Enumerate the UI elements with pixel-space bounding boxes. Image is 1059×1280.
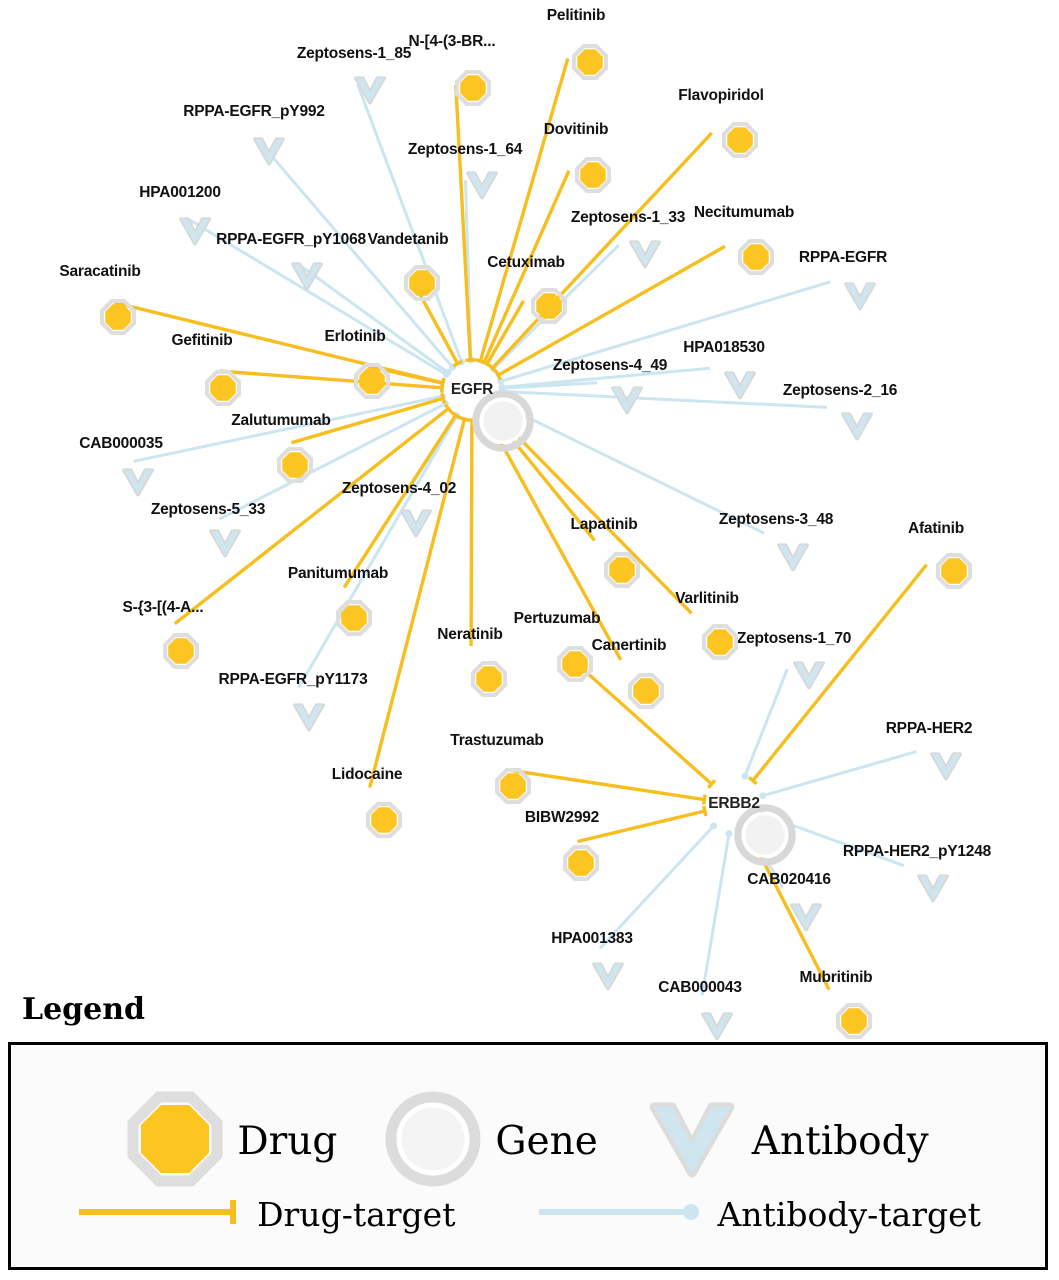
gene-label: EGFR [450,381,494,398]
octagon-icon [563,845,599,881]
chevron-down-icon [121,464,155,500]
chevron-down-icon [700,1008,734,1044]
drug-target-edge-terminus [465,360,475,361]
antibody-label: Zeptosens-1_64 [407,141,523,158]
drug-label: BIBW2992 [524,809,600,826]
octagon-icon [455,70,491,106]
drug-label: Vandetanib [367,231,449,248]
chevron-down-icon [628,236,662,272]
antibody-target-edge-endpoint [444,369,451,376]
legend-label-drug-target: Drug-target [257,1195,456,1234]
drug-target-edge-terminus [704,795,705,805]
drug-label: Gefitinib [171,332,233,349]
drug-label: Lapatinib [570,516,638,533]
antibody-label: CAB000043 [658,979,742,996]
legend-box [8,1042,1048,1270]
legend-item-antibody-target [535,1195,980,1234]
octagon-icon [738,239,774,275]
antibody-target-edge [358,84,462,362]
chevron-down-icon [916,870,950,906]
octagon-icon [127,1091,223,1192]
drug-label: Varlitinib [675,590,739,607]
antibody-label: Zeptosens-1_85 [296,45,412,62]
antibody-label: RPPA-EGFR [798,249,888,266]
antibody-target-edge [702,834,729,996]
gene-label: ERBB2 [708,795,760,812]
drug-label: Mubritinib [799,969,873,986]
octagon-icon [354,363,390,399]
drug-target-edge-terminus [483,362,492,367]
legend-item-gene [385,1091,597,1192]
drug-target-edge-terminus [496,371,501,380]
octagon-icon [604,552,640,588]
chevron-down-icon [929,748,963,784]
antibody-target-edge-endpoint [742,773,749,780]
octagon-icon [277,447,313,483]
drug-label: Cetuximab [487,254,565,271]
chevron-down-icon [399,505,433,541]
octagon-icon [936,553,972,589]
antibody-label: RPPA-EGFR_pY1173 [218,671,368,688]
antibody-label: CAB000035 [79,435,163,452]
drug-label: Panitumumab [287,565,389,582]
chevron-down-icon [843,278,877,314]
octagon-icon [100,299,136,335]
antibody-label: HPA001200 [139,184,221,201]
chevron-down-icon [252,133,286,169]
drug-target-edge [510,770,705,799]
drug-target-edge-terminus [442,383,443,393]
antibody-label: Zeptosens-4_49 [552,357,668,374]
drug-label: Zalutumumab [231,412,331,429]
legend-label-gene: Gene [495,1119,598,1164]
legend-item-drug-target [75,1195,455,1234]
chevron-down-icon [792,657,826,693]
antibody-label: Zeptosens-5_33 [150,501,266,518]
circle-icon [385,1091,481,1192]
octagon-icon [575,157,611,193]
drug-label: S-{3-[(4-A... [122,599,204,616]
antibody-label: RPPA-EGFR_pY992 [183,103,325,120]
octagon-icon [366,802,402,838]
drug-target-edge [341,415,457,587]
antibody-label: Zeptosens-2_16 [782,382,898,399]
legend-label-antibody: Antibody [751,1119,929,1164]
drug-label: Afatinib [907,520,965,537]
drug-label: Neratinib [437,626,503,643]
drug-label: Erlotinib [324,328,386,345]
antibody-label: RPPA-EGFR_pY1068 [216,231,366,248]
drug-target-edge-terminus [460,418,470,420]
drug-label: Trastuzumab [450,732,544,749]
chevron-down-icon [290,258,324,294]
drug-label: N-[4-(3-BR... [408,33,496,50]
antibody-label: Zeptosens-4_02 [341,480,457,497]
antibody-label: CAB020416 [747,871,831,888]
drug-target-edge-terminus [704,806,706,816]
octagon-icon [628,673,664,709]
circle-icon [734,804,796,866]
drug-target-edge [753,565,927,781]
chevron-down-icon [646,1091,738,1192]
drug-label: Saracatinib [59,263,141,280]
antibody-target-edge [745,669,787,776]
chevron-down-icon [840,408,874,444]
octagon-icon [495,768,531,804]
antibody-label: HPA001383 [551,930,633,947]
antibody-target-edge-icon [535,1197,705,1232]
octagon-icon [702,624,738,660]
antibody-target-edge [502,391,827,407]
circle-icon [472,390,534,452]
chevron-down-icon [610,382,644,418]
chevron-down-icon [591,958,625,994]
chevron-down-icon [465,167,499,203]
antibody-target-edge [299,416,457,688]
antibody-label: Zeptosens-1_33 [570,209,686,226]
octagon-icon [572,44,608,80]
octagon-icon [336,600,372,636]
chevron-down-icon [178,213,212,249]
drug-label: Dovitinib [543,121,609,138]
antibody-label: HPA018530 [683,339,765,356]
antibody-label: RPPA-HER2_pY1248 [842,843,992,860]
antibody-label: Zeptosens-3_48 [718,511,834,528]
antibody-target-edge-endpoint [726,830,733,837]
legend-label-drug: Drug [237,1119,338,1164]
antibody-target-edge-endpoint [710,822,717,829]
octagon-icon [471,661,507,697]
antibody-label: RPPA-HER2 [885,720,973,737]
drug-label: Pelitinib [546,7,606,24]
antibody-label: Zeptosens-1_70 [736,630,852,647]
drug-label: Flavopiridol [678,87,764,104]
antibody-target-edge-endpoint [759,792,766,799]
octagon-icon [836,1003,872,1039]
drug-target-edge [471,420,472,646]
legend-item-antibody [646,1091,929,1192]
octagon-icon [557,646,593,682]
drug-label: Lidocaine [331,766,403,783]
chevron-down-icon [776,539,810,575]
legend-title: Legend [22,992,146,1027]
chevron-down-icon [723,367,757,403]
octagon-icon [163,633,199,669]
drug-label: Pertuzumab [513,610,601,627]
chevron-down-icon [208,525,242,561]
legend-item-drug [127,1091,337,1192]
drug-target-edge-icon [75,1197,245,1232]
octagon-icon [531,288,567,324]
octagon-icon [404,265,440,301]
chevron-down-icon [292,699,326,735]
octagon-icon [722,122,758,158]
octagon-icon [205,370,241,406]
chevron-down-icon [789,899,823,935]
chevron-down-icon [353,72,387,108]
drug-label: Necitumumab [693,204,795,221]
drug-label: Canertinib [591,637,667,654]
antibody-target-edge [763,752,917,796]
legend-label-antibody-target: Antibody-target [717,1195,981,1234]
